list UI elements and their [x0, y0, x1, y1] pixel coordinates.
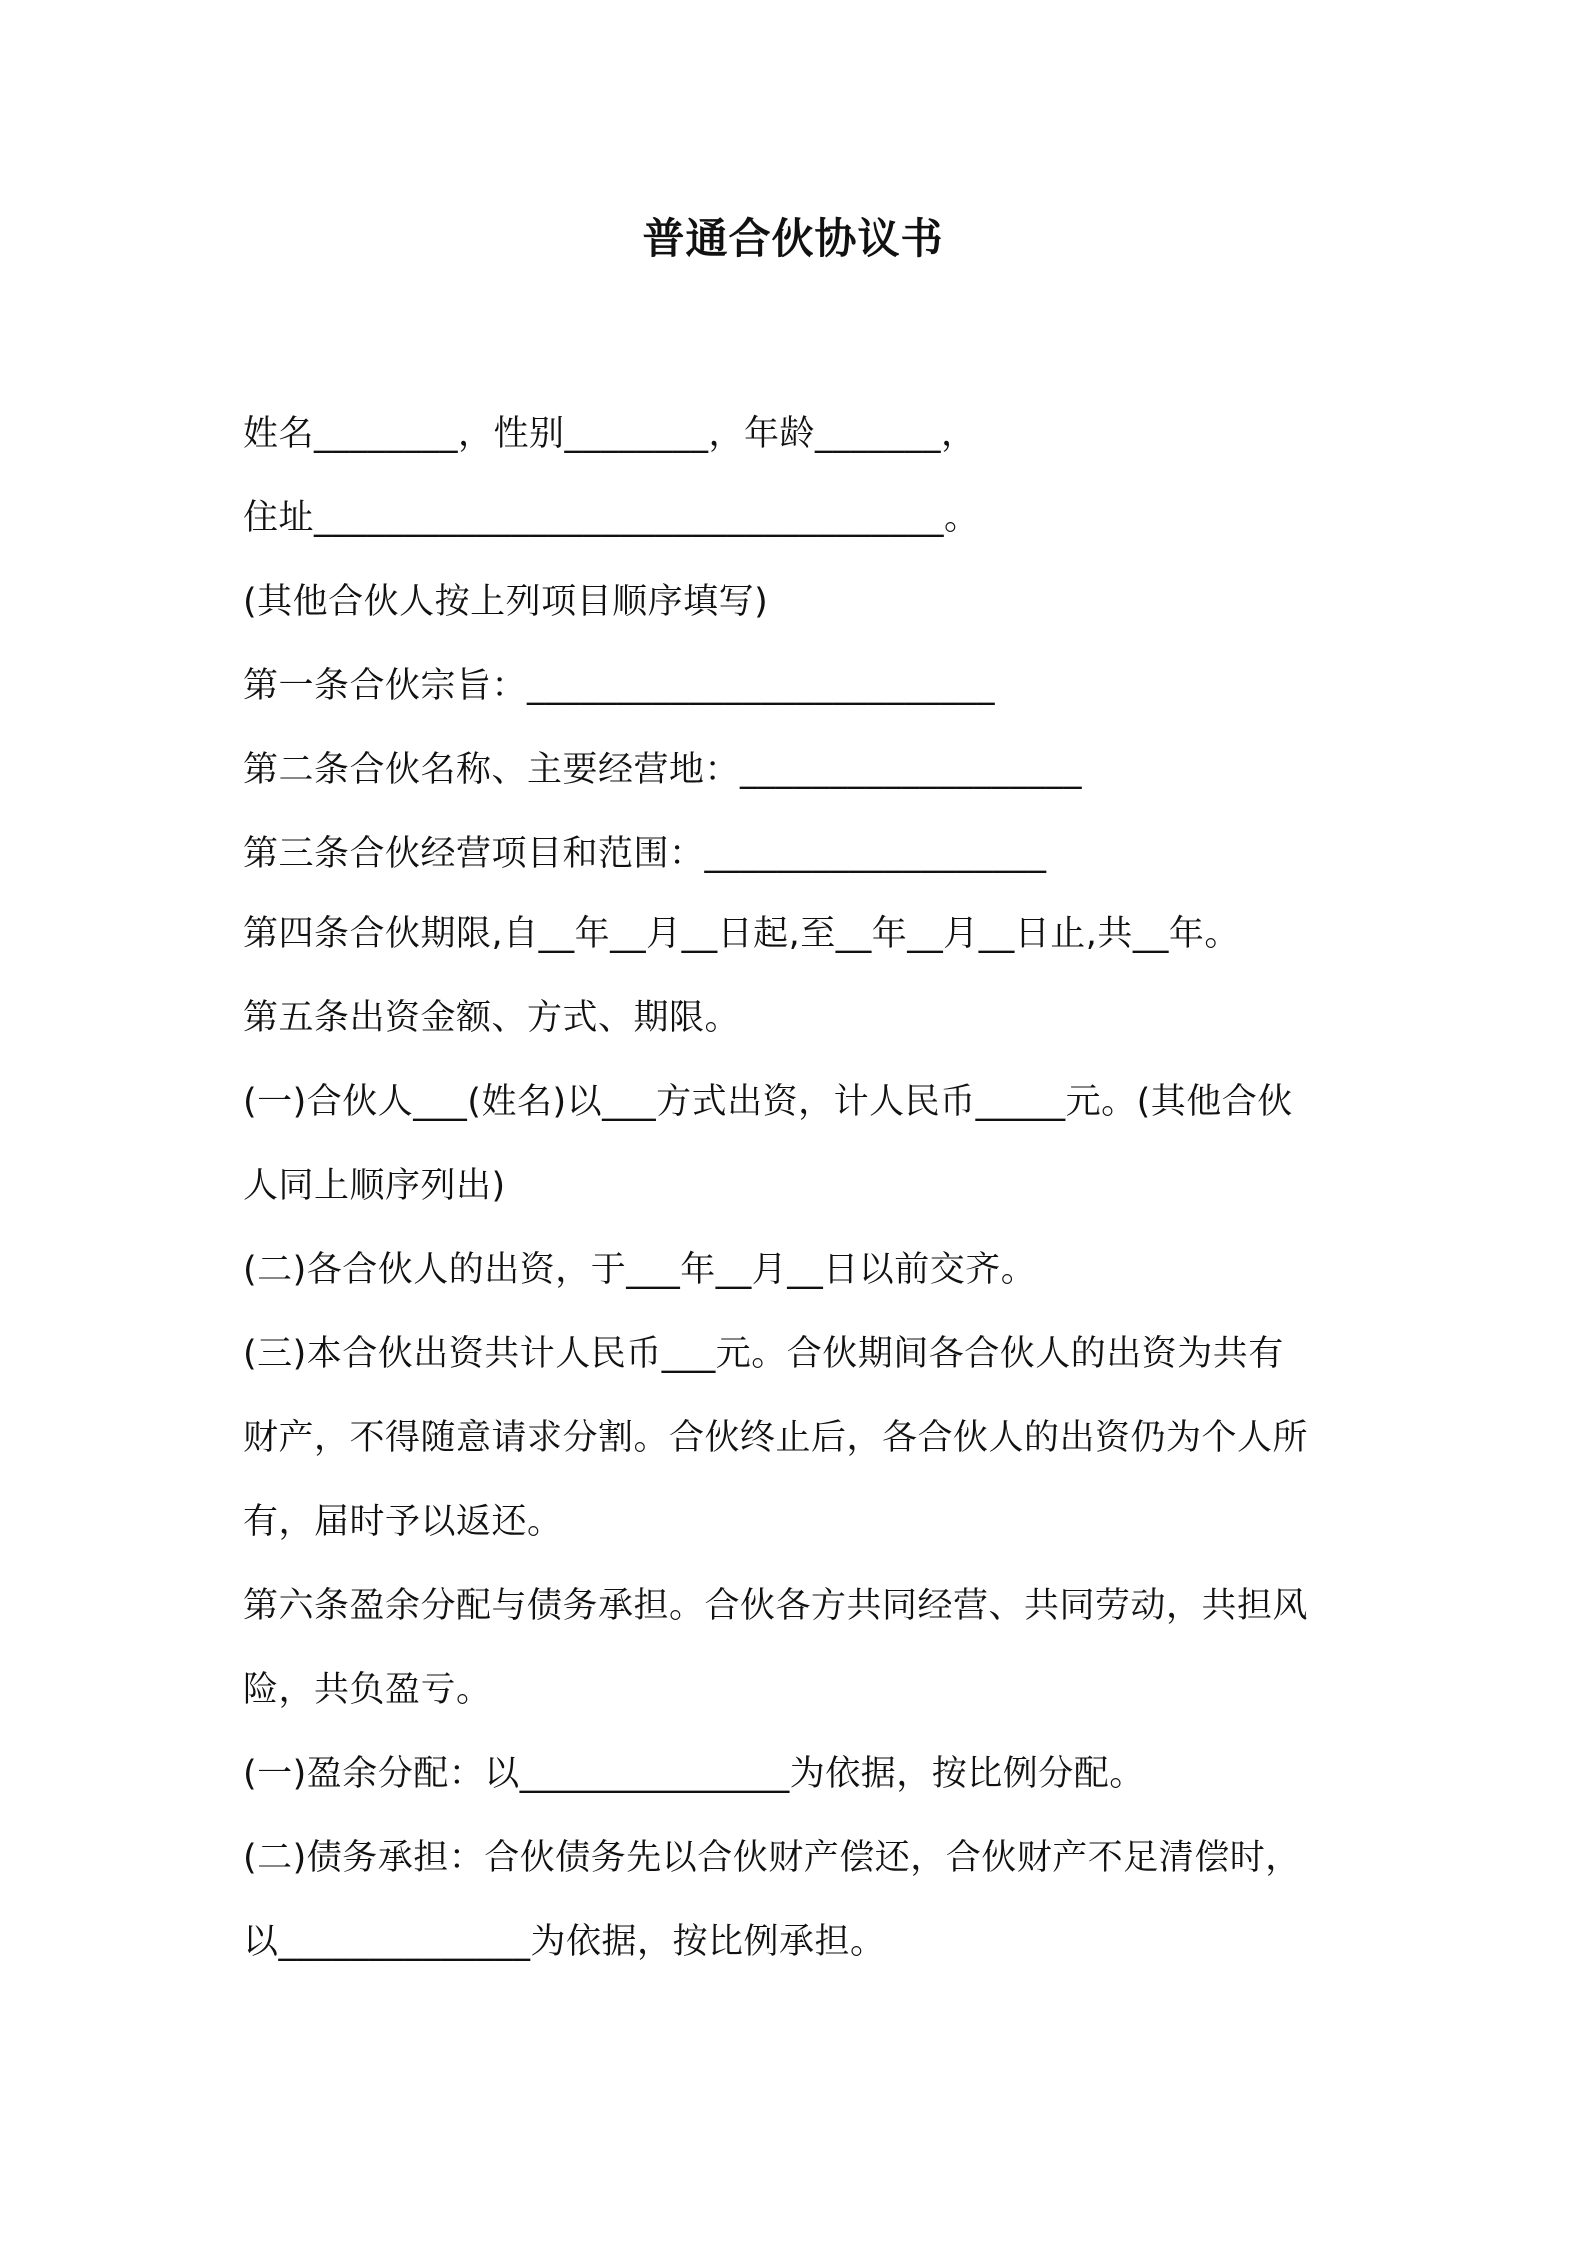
- text-line: 财产，不得随意请求分割。合伙终止后，各合伙人的出资仍为个人所: [243, 1418, 1309, 1458]
- text-line: 住址___________________________________。: [243, 498, 980, 538]
- text-line: 以______________为依据，按比例承担。: [243, 1922, 886, 1962]
- text-line: 有，届时予以返还。: [243, 1502, 563, 1542]
- text-line: (二)债务承担：合伙债务先以合伙财产偿还，合伙财产不足清偿时，: [243, 1838, 1301, 1878]
- text-line: (一)合伙人___(姓名)以___方式出资，计人民币_____元。(其他合伙: [243, 1082, 1293, 1122]
- text-line: 第五条出资金额、方式、期限。: [243, 998, 741, 1038]
- page-title: 普通合伙协议书: [642, 214, 944, 263]
- text-line: (其他合伙人按上列项目顺序填写): [243, 582, 769, 622]
- text-line: 姓名________，性别________，年龄_______，: [243, 414, 977, 454]
- text-line: 第四条合伙期限,自__年__月__日起,至__年__月__日止,共__年。: [243, 914, 1240, 954]
- text-line: 第一条合伙宗旨：__________________________: [243, 666, 996, 706]
- text-line: 人同上顺序列出): [243, 1166, 506, 1206]
- text-line: (一)盈余分配：以_______________为依据，按比例分配。: [243, 1754, 1145, 1794]
- text-line: 第二条合伙名称、主要经营地：___________________: [243, 750, 1083, 790]
- text-line: 第三条合伙经营项目和范围：___________________: [243, 834, 1047, 874]
- text-line: 险，共负盈亏。: [243, 1670, 492, 1710]
- text-line: 第六条盈余分配与债务承担。合伙各方共同经营、共同劳动，共担风: [243, 1586, 1309, 1626]
- text-line: (二)各合伙人的出资，于___年__月__日以前交齐。: [243, 1250, 1037, 1290]
- text-line: (三)本合伙出资共计人民币___元。合伙期间各合伙人的出资为共有: [243, 1334, 1284, 1374]
